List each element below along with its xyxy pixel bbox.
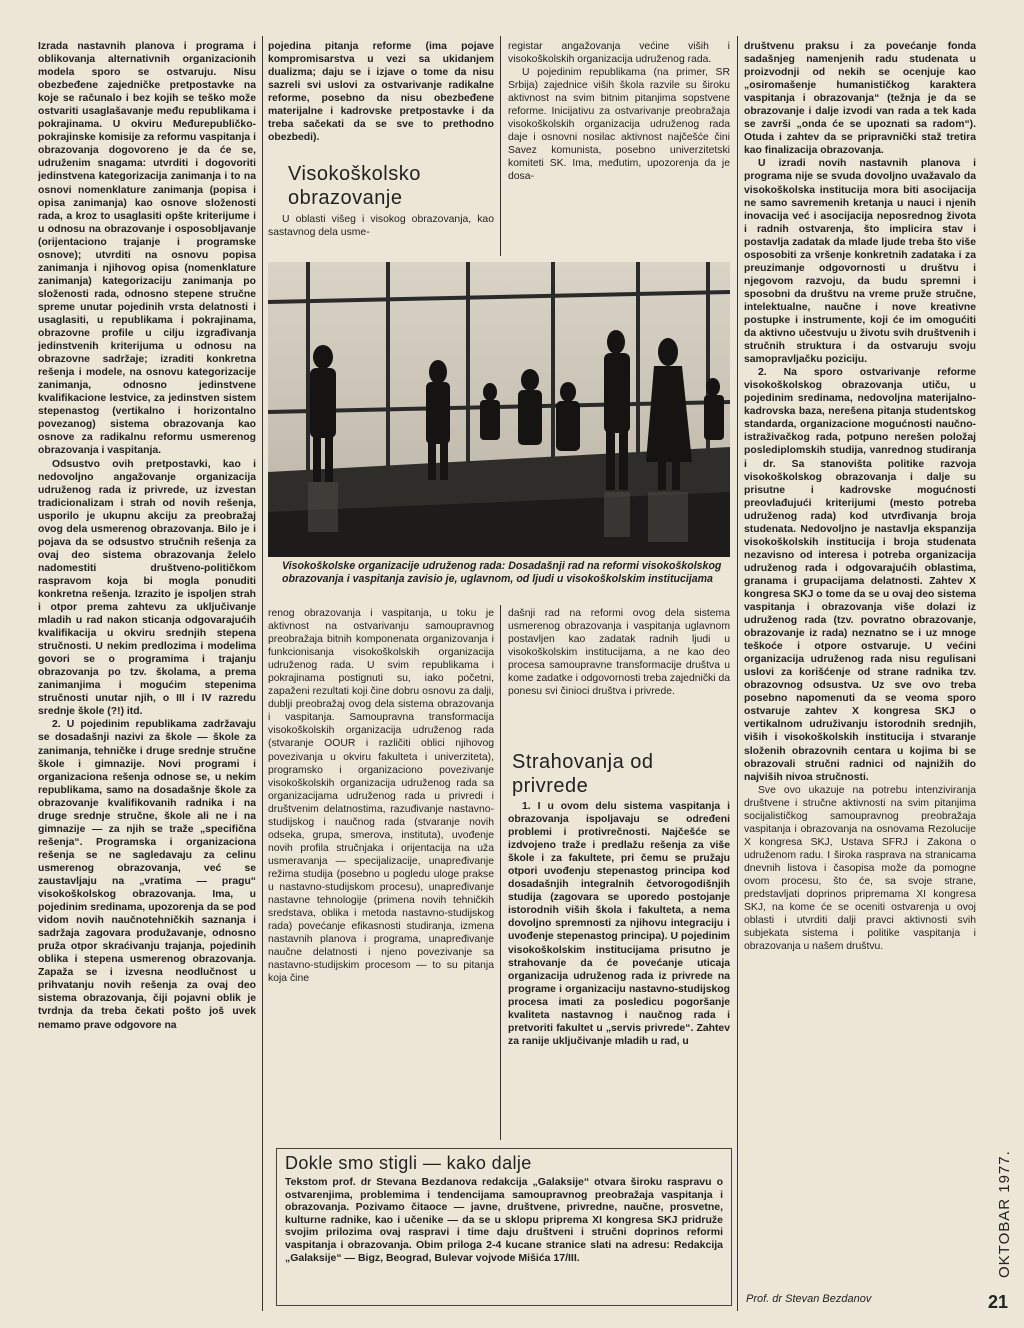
column-1 xyxy=(38,40,256,1310)
box-text: Tekstom prof. dr Stevana Bezdanova redakcija „Galaksije“ otvara široku raspravu o ostvarenjima, problemima i tendencijama samoupravnog preobražaja vaspitanja i obrazovanja. Pozivamo čitaoce — javne, društvene, privredne, naučne, prosvetne, kulturne radnike, kao i učenike — da se u sklopu priprema XI kongresa SKJ pridruže svojim prilozima ovaj raspravi i time daju društveni i stručni doprinos reformi vaspitanja i obrazovanja. Obim priloga 2-4 kucane stranice slati na adresu: Redakcija „Galaksije“ — Bigz, Beograd, Bulevar vojvode Mišića 17/III. xyxy=(285,1176,723,1264)
col4-paragraph-3: 2. Na sporo ostvarivanje reforme visokoškolskog obrazovanja utiču, u pojedinim sredinama, nedovoljna materijalno-kadrovska baza, nerešena pitanja studentskog standarda, organizacione mogućnosti naučno-istraživačkog rada, potpuno nerešen položaj poslediplomskih studija, vanrednog studiranja i dr. Sa stanovišta politike razvoja visokoškolskog obrazovanja i dalje su prisutne i kadrovske mogućnosti preovlađujući kriterijumi (mesto potreba udruženog rada) kod utvrđivanja broja studenata. Nedovoljno je nastavlja ekspanzija visokoškolskih institucija i broja studenata nezavisno od interesa i potreba organizacija udruženog rada i odgovarajućih oblastima, granama i grupacijama delatnosti. Zahtev X kongresa SKJ o tome da se u ovaj deo sistema vaspitanja i obrazovanja više dolazi iz udruženog rada (tzv. povratno obrazovanje, obrazovanje iz rada) neznatno se i uz mnoge teškoće i otpore ostvaruje. U većini organizacija udruženog rada nisu regulisani uslovi za korišćenje od strane radnika tzv. obrazovnog odsustva. Uz sve ovo treba posebno napomenuti da se veoma sporo ostvaruje zahtev X kongresa SKJ o vertikalnom udruživanju istorodnih srednjih, viših i visokoškolskih institucija i stvaranje složenih obrazovnih centara u kojima bi se obrazovali stručni radnici od najnižih do najviših nivoa stručnosti. xyxy=(744,367,976,783)
column-divider xyxy=(737,36,738,1311)
col3-top-paragraph-2: U pojedinim republikama (na primer, SR Srbija) zajednice viših škola razvile su široku aktivnost na svim bitnim pitanjima sopstvene reforme. Inicijativu za ostvarivanje preobražaja visokoškolskih organizacija udruženog rada daje i osnovni nosilac aktivnost najčešće čini Savez komunista, posebno univerzitetski komiteti SK. Ima, međutim, upozorenja da je dosa- xyxy=(508,67,730,183)
column-3-top xyxy=(508,40,730,255)
column-divider xyxy=(500,605,501,1140)
section-heading-visokoskolsko: Visokoškolsko obrazovanje xyxy=(288,163,421,209)
author-signature: Prof. dr Stevan Bezdanov xyxy=(746,1293,872,1305)
column-3-bottom-continued xyxy=(508,800,730,1140)
col2-bottom-paragraph-1: renog obrazovanja i vaspitanja, u toku je aktivnost na ostvarivanju samoupravnog preobražaja bitnih komponenata organizovanja i funkcionisanja visokoškolskih organizacija udruženog rada. U svim republikama i pokrajinama postignuti su, iako početni, zapaženi rezultati koji čine dobru osnovu za dalji, dublji preobražaj ovog dela sistema obrazovanja i vaspitanja. Samoupravna transformacija visokoškolskih organizacija udruženog rada (stvaranje OOUR i različiti oblici njihovog povezivanja u okviru fakulteta i univerziteta), programsko i organizaciono povezivanje visokoškolskih organizacija udruženog rada sa organizacijama udruženog rada u privredi i društvenim delatnostima, razuđivanje nastavno-studijskog i naučnog rada (stvaranje novih odseka, grupa, smerova, instituta), uvođenje novih profila stručnjaka i orijentacija na uža usmeravanja — specijalizacije, unapređivanje režima studija (posebno u pogledu uloge prakse u nastavno-studijskom procesu), unapređivanje nastavne tehnologije (primena novih tehničkih sredstava, oblika i metoda nastavno-studijskog rada) povećanje efikasnosti studiranja, izmena nastavnih planova i programa, unapređivanje naučne delatnosti i njeno povezivanje sa nastavno-studijskim procesom — to su pitanja koja čine xyxy=(268,608,494,985)
column-divider xyxy=(500,36,501,256)
section-heading-strahovanja: Strahovanja od privrede xyxy=(512,751,654,797)
column-4 xyxy=(744,40,976,1290)
col2-top-paragraph-2: U oblasti višeg i visokog obrazovanja, kao sastavnog dela usme- xyxy=(268,214,494,239)
column-3-bottom xyxy=(508,607,730,742)
col4-paragraph-1: društvenu praksu i za povećanje fonda sadašnjeg namenjenih radu studenata u proizvodnji od nekih se ocenjuje kao „osiromašenje humanističkog karaktera vaspitanja i obrazovanja“ (težnja je da se obrazovanje i dalje izvodi van rada a tek kada se završi „onda će se upoznati sa radom“). Otuda i zahtev da se pripravnički staž tretira kao finalizacija obrazovanja. xyxy=(744,41,976,157)
column-2-bottom xyxy=(268,607,494,1142)
column-2-top-continued xyxy=(268,213,494,253)
issue-date: OKTOBAR 1977. xyxy=(996,1150,1013,1278)
col2-top-paragraph-1: pojedina pitanja reforme (ima pojave kompromisarstva u vezi sa ukidanjem dualizma; daju se i izjave o tome da nisu sazreli svi uslovi za ostvarivanje radikalne reforme, posebno da nisu obezbeđene materijalne i kadrovske pretpostavke i da treba sačekati da se sve to prethodno obezbedi). xyxy=(268,41,494,144)
column-2-top xyxy=(268,40,494,160)
col3-bottom-paragraph-1: dašnji rad na reformi ovog dela sistema usmerenog obrazovanja i vaspitanja uglavnom postavljen kao zadatak radnih ljudi u visokoškolskim institucijama, a ne kao deo procesa samoupravne transformacije društva u kome zadatke i odgovornosti treba zajednički da ponesu svi činioci društva i privrede. xyxy=(508,608,730,698)
campus-photo xyxy=(268,262,730,557)
page-number: 21 xyxy=(988,1292,1009,1312)
col3-top-paragraph-1: registar angažovanja većine viših i visokoškolskih organizacija udruženog rada. xyxy=(508,41,730,66)
col3-bottom-paragraph-2: 1. I u ovom delu sistema vaspitanja i obrazovanja ispoljavaju se određeni problemi i protivrečnosti. Najčešće se izdvojeno traže i predlažu rešenja za više škole i za fakultete, pri čemu se pružaju otpori uvođenju stepenastog principa kod dosadašnjih integralnih četvorogodišnjih studija (zagovara se uporedo postojanje istorodnih viših škola i fakulteta, a nema dovoljno spremnosti za njihovu integraciju i uvođenje stepenastog principa). U pojedinim visokoškolskim institucijama prisutno je strahovanje da će povećanje uticaja organizacija udruženog rada iz privrede na programe i organizaciju nastavno-studijskog procesa imati za posledicu pogoršanje kvaliteta nastavnog i naučnog rada i pretvoriti fakultet u „servis privrede“. Zahtev za ranije uključivanje mladih u rad, u xyxy=(508,801,730,1047)
col4-paragraph-4: Sve ovo ukazuje na potrebu intenziviranja društvene i stručne aktivnosti na svim pitanjima socijalističkog samoupravnog preobražaja vaspitanja i obrazovanja na osnovama Rezolucije X kongresa SKJ, Ustava SFRJ i Zakona o udruženom radu. I široka rasprava na stranicama dnevnih listova i časopisa može da pomogne ovom procesu, što će, sa svoje strane, predstavljati doprinos pripremama XI kongresa SKJ, na kome će se oceniti ostvarenja u ovoj oblasti i utvrditi dalji pravci aktivnosti svih subjekata sistema i politike vaspitanja i obrazovanja u našem društvu. xyxy=(744,784,976,953)
col1-paragraph-1: Izrada nastavnih planova i programa i oblikovanja alternativnih organizacionih modela sporo se ostvaruju. Nisu obezbeđene zajedničke pretpostavke na koje se računalo i bez kojih se teško može ostvariti usaglašavanje među republikama i pokrajinama. U okviru Međurepubličko-pokrajinske komisije za reformu vaspitanja i obrazovanja dogovoreno je da će se, udruženim snagama: utvrditi i dogovoriti jedinstvena kategorizacija zanimanja i to na osnovi nomenklature zanimanja (popisa i opisa zanimanja) kao osnove složenosti rada, a kroz to usaglasiti opšte kriterijume i u odnosu na obrazovanje i osposobljavanje (orijentaciono trajanje i programske osnove); utvrditi na osnovu popisa zanimanja i njihovog opisa (nomenklature zanimanja) kategorizaciju zanimanja po složenosti rada, odnosno stepene stručne spreme unutar pojedinih vrsta delatnosti i usaglasiti, u republikama i pokrajinama, obrazovne profile u cilju izgrađivanja jedinstvenih kriterijuma u odnosu na obrazovne sadržaje; izraditi konkretna rešenja i modele, na osnovu kategorizacije zanimanja, odnosno jedinstvene kvalifikacione lestvice, za jedinstven sistem stepenastog (vertikalno i horizontalno povezanog) sistema obrazovanja kao osnove za radikalnu reformu usmerenog obrazovanja i vaspitanja. xyxy=(38,41,256,457)
photo-caption: Visokoškolske organizacije udruženog rada: Dosadašnji rad na reformi visokoškolskog obrazovanja i vaspitanja zavisio je, uglavnom, od ljudi u visokoškolskim institucijama xyxy=(282,560,722,585)
col1-paragraph-3: 2. U pojedinim republikama zadržavaju se dosadašnji nazivi za škole — škole za zanimanja, tehničke i druge srednje stručne škole i gimnazije. Novi programi i organizaciona rešenja odnose se, u nekim republikama, samo na dosadašnje škole za obrazovanje kvalifikovanih radnika i na druge srednje stručne, škole ali ne i na gimnazije — za njih se traže „specifična rešenja“. Programska i organizaciona rešenja se ne sagledavaju za celinu usmerenog obrazovanja, već se zaustavljaju na „vratima — pragu“ visokoškolskog obrazovanja. Ima, u pojedinim sredinama, upozorenja da se pod vidom novih naučnotehničkih saznanja i sadržaja zagovara produžavanje, odnosno pruža otpor skraćivanju trajanja, pojedinih oblika i stepena usmerenog obrazovanja. Zapaža se i izvesna neodlučnost u prihvatanju novih rešenja za ovaj deo sistema obrazovanja, čiji pojavni oblik je tvrdnja da treba čekati pošto još uvek nemamo prave odgovore na xyxy=(38,719,256,1031)
column-divider xyxy=(262,36,263,1311)
col1-paragraph-2: Odsustvo ovih pretpostavki, kao i nedovoljno angažovanje organizacija udruženog rada iz privrede, uz izvestan tradicionalizam i strah od novih rešenja, usporilo je ukupnu akciju za preobražaj ovog dela usmerenog obrazovanja. Bilo je i pojava da se odsustvo stručnih rešenja za ovaj deo sistema obrazovanja želelo nadomestiti društveno-političkom raspravom koja bi mogla ponuditi konkretna rešenja. Izrazito je ispoljen strah i otpor prema zahtevu za uključivanje mladih u rad nakon sticanja odgovarajućih kvalifikacija u okviru srednjih stepena stručnosti. U nekim predlozima i modelima govori se o programima i trajanju obrazovanja po tzv. školama, a prema zanimanjima i mogućim stepenima stručnosti unutar njih, o III i IV razredu srednje škole (?!) itd. xyxy=(38,458,256,718)
col4-paragraph-2: U izradi novih nastavnih planova i programa nije se svuda dovoljno uvažavalo da visokoškolska institucija mora biti asocijacija ne samo savremenih kretanja u nauci i njenih inovacija već i asocijacija neposrednog života i radnih ostvarenja, što implicira stav i postavlja zadatak da mlade ljude treba što više osposobiti za vršenje konkretnih zadataka i za preuzimanje odgovornosti u društvu i njegovom razvoju, da budu spremni i sposobni da društvu na vreme pruže stručne, intelektualne, naučne i nove kreativne postupke i instrumente, koji će im omogućiti da aktivno učestvuju u životu svih društvenih i stručnih struktura i da ostvaruju svoju samopravljačku poziciju. xyxy=(744,158,976,366)
issue-label xyxy=(996,1150,1016,1280)
box-title: Dokle smo stigli — kako dalje xyxy=(285,1153,532,1173)
boxed-note xyxy=(276,1148,732,1306)
